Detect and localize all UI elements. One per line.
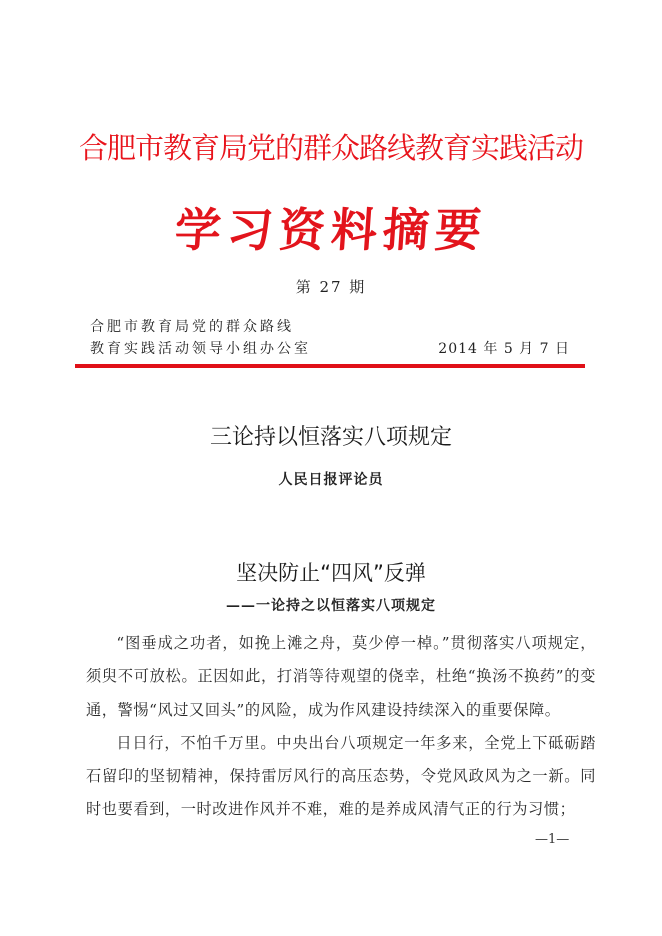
organization-title: 合肥市教育局党的群众路线教育实践活动 bbox=[78, 131, 583, 165]
paragraph: 日日行，不怕千万里。中央出台八项规定一年多来，全党上下砥砺踏石留印的坚韧精神，保持雷厉风行的高压态势，令党风政风为之一新。同时也要看到，一时改进作风并不难，难的是养成风清气正的行为习惯； bbox=[86, 733, 596, 819]
issuer-line-2: 教育实践活动领导小组办公室 bbox=[90, 341, 311, 357]
article-series-subtitle: ——一论持之以恒落实八项规定 bbox=[226, 598, 436, 614]
red-divider bbox=[75, 364, 585, 368]
publish-date: 2014 年 5 月 7 日 bbox=[438, 341, 570, 357]
issue-number: 第 27 期 bbox=[295, 278, 367, 296]
article-subtitle: 坚决防止“四风”反弹 bbox=[236, 561, 426, 585]
article-body bbox=[86, 627, 596, 827]
paragraph: “图垂成之功者，如挽上滩之舟，莫少停一棹。”贯彻落实八项规定，须臾不可放松。正因如此，打消等待观望的侥幸，杜绝“换汤不换药”的变通，警惕“风过又回头”的风险，成为作风建设持续深入的重要保障。 bbox=[86, 634, 596, 719]
issuer-block bbox=[90, 316, 311, 360]
article-title: 三论持以恒落实八项规定 bbox=[209, 425, 452, 450]
article-author: 人民日报评论员 bbox=[278, 472, 384, 488]
page-number: —1— bbox=[535, 832, 570, 847]
issuer-line-1: 合肥市教育局党的群众路线 bbox=[90, 319, 294, 335]
publication-title: 学习资料摘要 bbox=[173, 203, 489, 257]
